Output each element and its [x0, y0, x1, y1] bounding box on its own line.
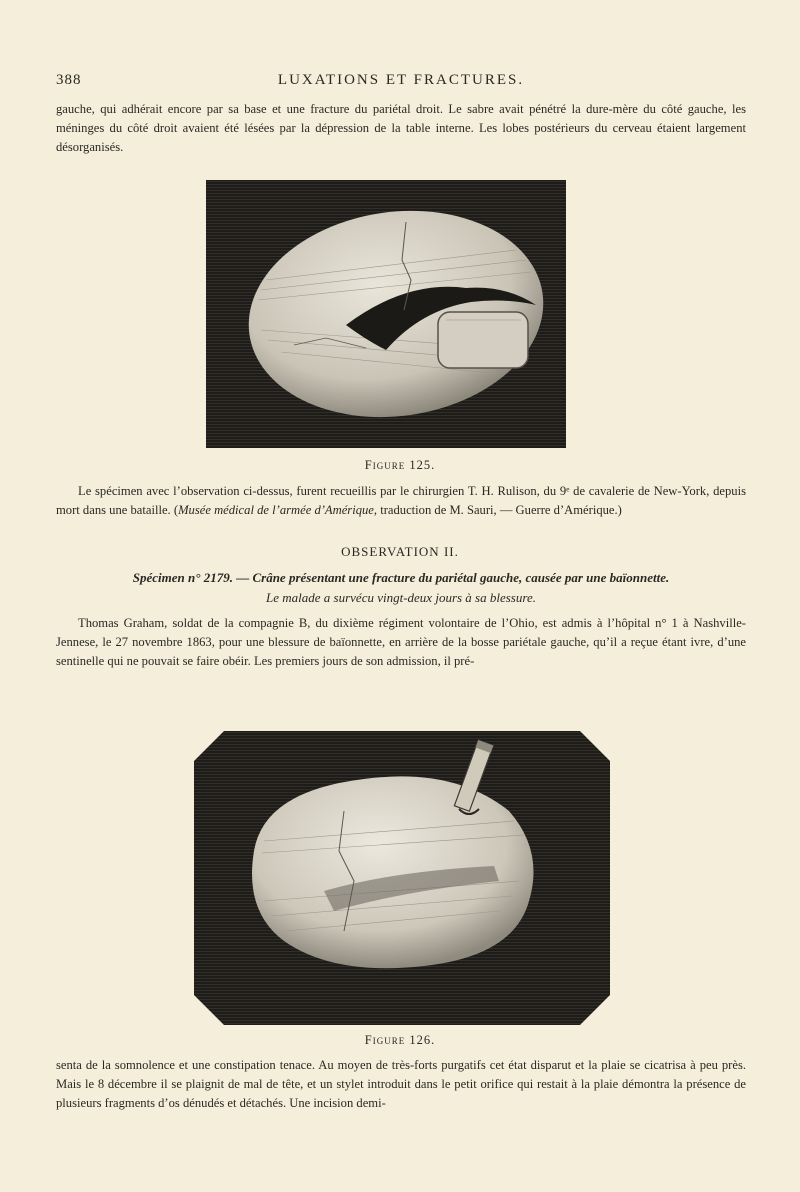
paragraph-4: senta de la somnolence et une constipation tenace. Au moyen de très-forts purgatifs cet état disparut et la plaie se cicatrisa à peu près. Mais le 8 décembre il se plaignit de mal de tête, et un stylet introduit dans le petit orifice qui restait à la plaie démontra la présence de plusieurs fragments d’os dénudés et détachés. Une incision demi- [56, 1058, 746, 1110]
observation-title: OBSERVATION II. [341, 544, 459, 559]
paragraph-2: Le spécimen avec l’observation ci-dessus, furent recueillis par le chirurgien T. H. Rulison, du 9ᵉ de cavalerie de New-York, depuis mort dans une bataille. (Musée médical de l’armée d’Amérique, traduction de M. Sauri, — Guerre d’Amérique.) [56, 484, 746, 517]
figure-126-engraving [194, 731, 610, 1025]
figure-125-engraving [206, 180, 566, 448]
running-title: LUXATIONS ET FRACTURES. [277, 72, 525, 88]
specimen-line-1: — Crâne présentant une fracture du pariétal gauche, causée par une baïonnette. [232, 570, 670, 585]
source-citation: Musée médical de l’armée d’Amérique [178, 503, 374, 517]
specimen-label: Spécimen n° 2179. [132, 570, 233, 585]
paragraph-1: gauche, qui adhérait encore par sa base et une fracture du pariétal droit. Le sabre avait pénétré la dure-mère du côté gauche, les méninges du côté droit avaient été lésées par la dépression de la table interne. Les lobes postérieurs du cerveau étaient largement désorganisés. [56, 102, 746, 154]
paragraph-3: Thomas Graham, soldat de la compagnie B, du dixième régiment volontaire de l’Ohio, est admis à l’hôpital n° 1 à Nashville-Jennese, le 27 novembre 1863, pour une blessure de baïonnette, en arrière de la bosse pariétale gauche, qu’il a reçue étant ivre, d’une sentinelle qui ne pouvait se faire obéir. Les premiers jours de son admission, il pré- [56, 616, 746, 668]
page-number: 388 [56, 72, 82, 88]
page-header [56, 72, 746, 94]
figure-126-caption: Figure 126. [364, 1033, 436, 1047]
figure-125-caption: Figure 125. [364, 458, 436, 472]
specimen-line-2: Le malade a survécu vingt-deux jours à sa blessure. [266, 590, 536, 605]
specimen-heading [56, 568, 746, 608]
